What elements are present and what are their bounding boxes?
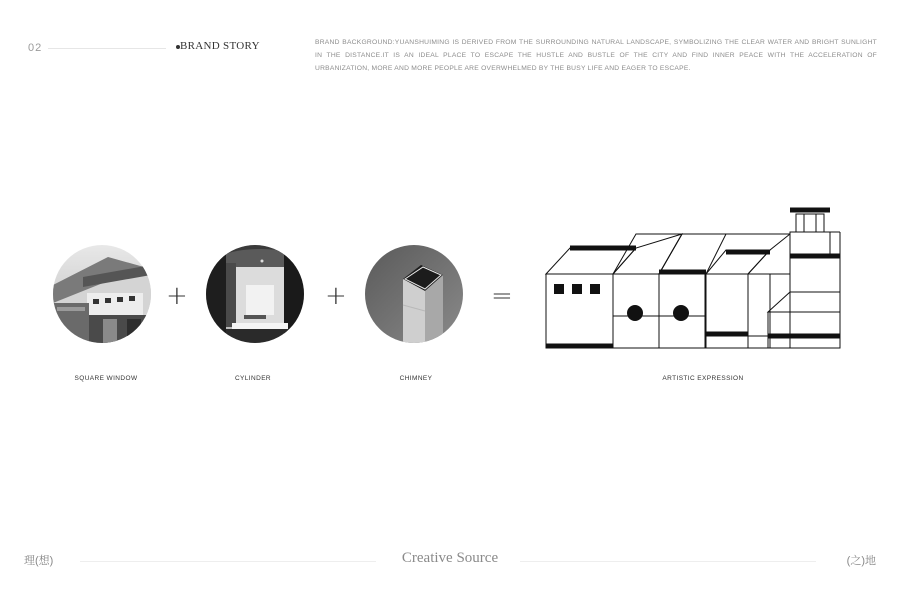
plus-operator-1: + <box>166 281 188 311</box>
plus-operator-2: + <box>325 281 347 311</box>
page-number: 02 <box>28 42 43 54</box>
cylinder-photo <box>206 245 304 343</box>
artistic-expression-drawing <box>540 204 845 359</box>
caption-square-window: SQUARE WINDOW <box>74 375 138 382</box>
equals-operator: = <box>491 281 513 311</box>
chimney-photo <box>365 245 463 343</box>
caption-chimney: CHIMNEY <box>399 375 433 382</box>
footer-divider-right <box>520 561 816 562</box>
caption-artistic-expression: ARTISTIC EXPRESSION <box>662 375 744 382</box>
brand-background-text: BRAND BACKGROUND:YUANSHUIMING IS DERIVED FROM THE SURROUNDING NATURAL LANDSCAPE, SYMBOLIZING THE CLEAR WATER AND BRIGHT SUNLIGHT IN THE DISTANCE.IT IS AN IDEAL PLACE TO ESCAPE THE HUSTLE AND BUSTLE OF THE CITY AND FIND INNER PEACE WITH THE ACCELERATION OF URBANIZATION, MORE AND MORE PEOPLE ARE OVERWHELMED BY THE BUSY LIFE AND EAGER TO ESCAPE. <box>315 39 877 72</box>
footer-right-text: (之)地 <box>846 555 876 567</box>
footer-left-text: 理(想) <box>24 555 54 567</box>
header-divider <box>48 48 166 49</box>
section-title: BRAND STORY <box>180 40 260 52</box>
square-window-photo <box>53 245 151 343</box>
footer-title: Creative Source <box>401 550 499 566</box>
caption-cylinder: CYLINDER <box>234 375 272 382</box>
